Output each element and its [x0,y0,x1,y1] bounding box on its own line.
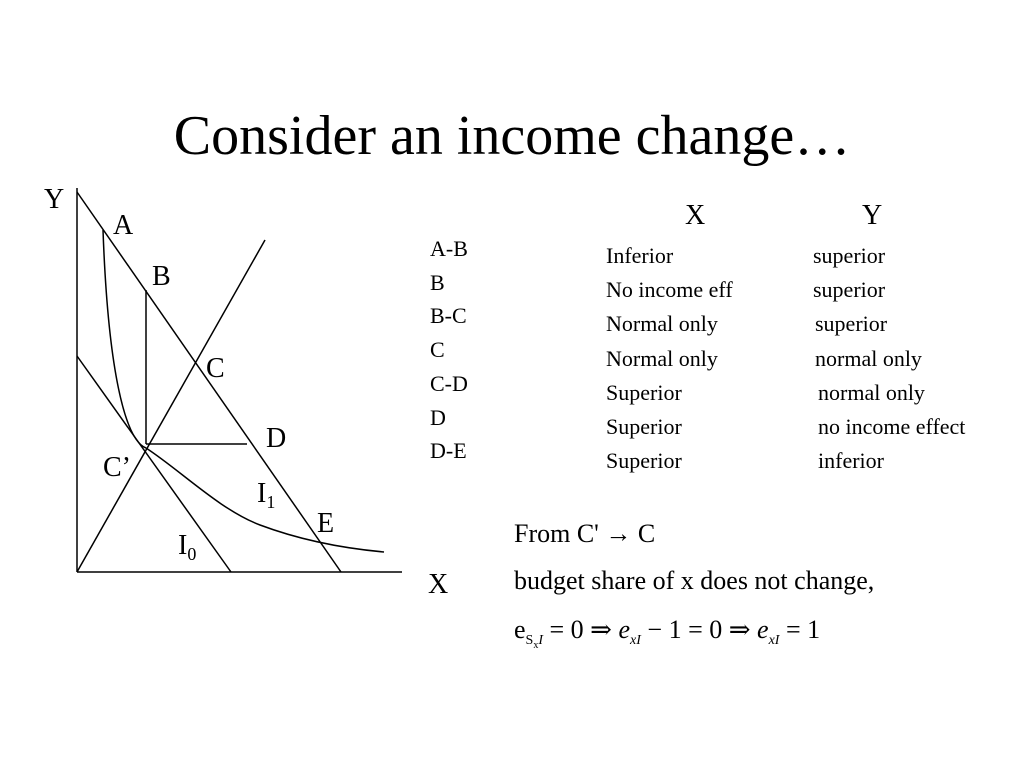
point-b-label: B [152,261,171,292]
table-cell-x: Normal only [606,311,718,337]
equation-line-1: From C' → C [514,519,656,548]
table-header-y: Y [862,200,883,231]
expansion-ray [77,240,265,572]
segment-item: A-B [430,236,468,261]
point-d-label: D [266,423,287,454]
equation-line-2: budget share of x does not change, [514,566,875,595]
slide-title: Consider an income change… [173,105,851,167]
point-c-label: C [206,353,225,384]
table-cell-y: normal only [818,379,925,405]
table-column-x [606,239,733,478]
table-cell-x: Inferior [606,243,674,268]
point-c-prime-label: C’ [103,452,131,483]
segment-list [430,232,468,468]
axis-y-label: Y [44,184,65,215]
table-column-y [813,239,965,478]
table-cell-y: superior [813,243,886,268]
indifference-curve-i0 [103,230,146,448]
segment-item: C [430,337,445,363]
point-a-label: A [113,210,134,241]
table-cell-x: Superior [606,448,682,474]
point-e-label: E [317,508,335,539]
axis-x-label: X [428,569,449,600]
table-cell-x: No income eff [606,277,733,303]
arrow-right-icon: → [605,519,632,548]
table-cell-y: inferior [818,448,884,474]
table-cell-x: Superior [606,414,682,440]
indiff-i1-label: $I_1$ [257,478,276,512]
table-cell-y: superior [815,311,888,337]
table-cell-y: no income effect [818,414,966,440]
table-header-x: X [685,200,706,231]
equation-line-3: $e_{S_xI} = 0$ ⇒ $e_{xI} - 1 = 0$ ⇒ $e_{xI} = 1$ [514,615,821,651]
segment-item: D [430,404,446,430]
segment-item: C-D [430,370,468,396]
table-cell-y: superior [813,277,886,303]
segment-item: B-C [430,303,467,329]
table-cell-x: Normal only [606,345,718,371]
indiff-i0-label: $I_0$ [178,530,197,564]
table-cell-y: normal only [815,345,922,371]
segment-item: B [430,269,445,295]
segment-item: D-E [430,438,467,464]
budget-line-low [77,356,231,572]
table-cell-x: Superior [606,379,682,405]
